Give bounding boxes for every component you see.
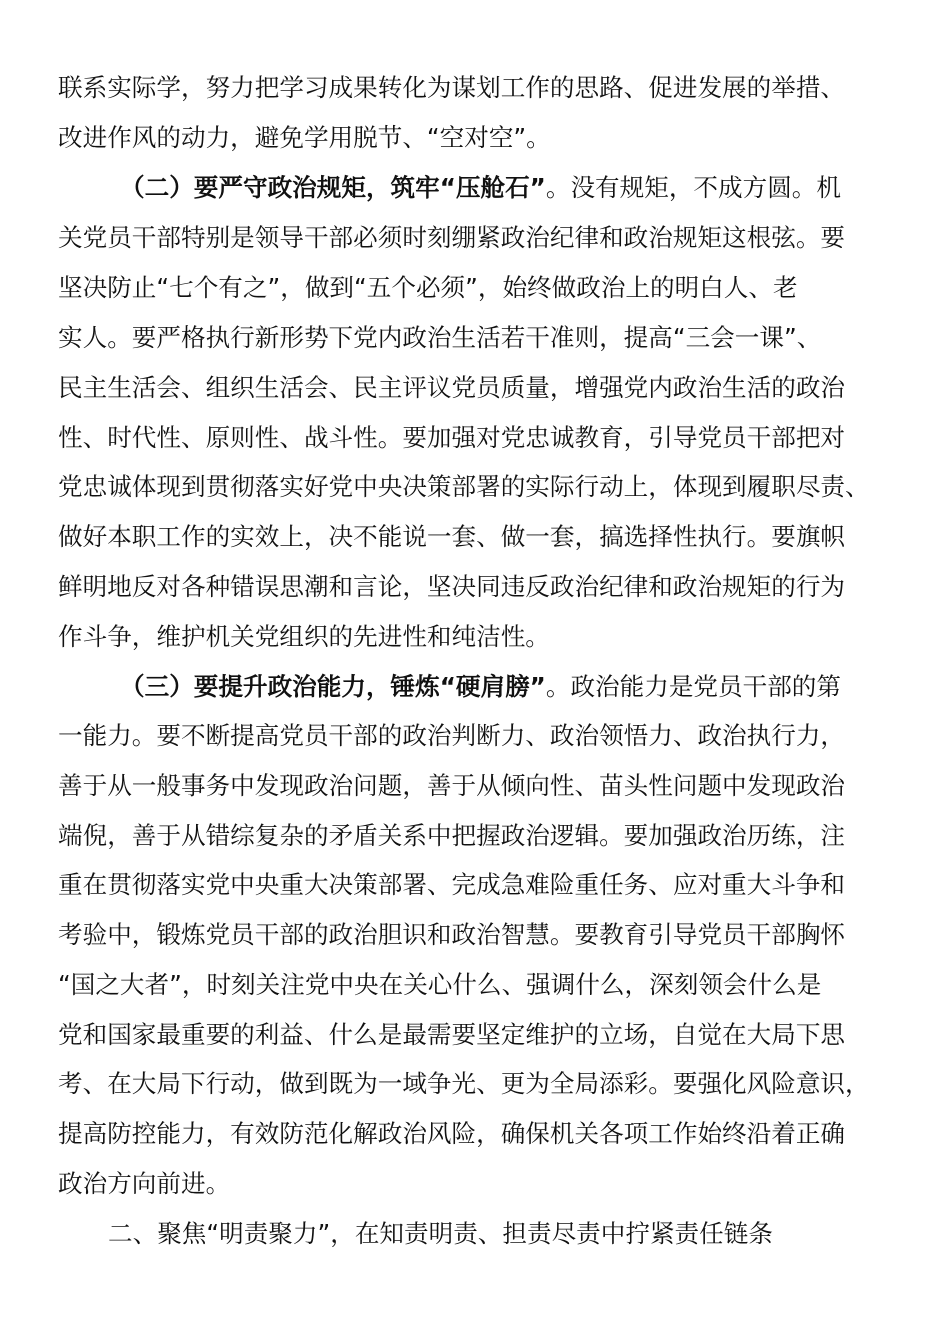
subheading-title: （三）要提升政治能力，锤炼“硬肩膀” [120,672,546,701]
body-line: “国之大者”，时刻关注党中央在关心什么、强调什么，深刻领会什么是 [58,970,822,999]
body-line: 改进作风的动力，避免学用脱节、“空对空”。 [58,123,551,152]
body-line: 党忠诚体现到贯彻落实好党中央决策部署的实际行动上，体现到履职尽责、 [58,472,870,501]
body-line: 党和国家最重要的利益、什么是最需要坚定维护的立场，自觉在大局下思 [58,1020,846,1049]
body-line: 作斗争，维护机关党组织的先进性和纯洁性。 [58,622,550,651]
body-line: 民主生活会、组织生活会、民主评议党员质量，增强党内政治生活的政治 [58,373,846,402]
body-line: 一能力。要不断提高党员干部的政治判断力、政治领悟力、政治执行力， [58,721,846,750]
body-line: 坚决防止“七个有之”，做到“五个必须”，始终做政治上的明白人、老 [58,273,798,302]
body-line: 政治方向前进。 [58,1169,231,1198]
body-line: 实人。要严格执行新形势下党内政治生活若干准则，提高“三会一课”、 [58,323,822,352]
section-heading: 二、聚焦“明责聚力”，在知责明责、担责尽责中拧紧责任链条 [108,1219,773,1248]
body-line: 重在贯彻落实党中央重大决策部署、完成急难险重任务、应对重大斗争和 [58,870,846,899]
body-line: 联系实际学，努力把学习成果转化为谋划工作的思路、促进发展的举措、 [58,73,846,102]
body-line: 性、时代性、原则性、战斗性。要加强对党忠诚教育，引导党员干部把对 [58,423,846,452]
subheading-title: （二）要严守政治规矩，筑牢“压舱石” [120,173,546,202]
body-line: 提高防控能力，有效防范化解政治风险，确保机关各项工作始终沿着正确 [58,1119,846,1148]
subheading-body: 。政治能力是党员干部的第 [545,672,841,701]
body-line: 做好本职工作的实效上，决不能说一套、做一套，搞选择性执行。要旗帜 [58,522,846,551]
subheading-line-3 [120,669,950,705]
subheading-body: 。没有规矩，不成方圆。机 [545,173,841,202]
body-line: 端倪，善于从错综复杂的矛盾关系中把握政治逻辑。要加强政治历练，注 [58,821,846,850]
body-line: 善于从一般事务中发现政治问题，善于从倾向性、苗头性问题中发现政治 [58,771,846,800]
body-line: 考、在大局下行动，做到既为一域争光、更为全局添彩。要强化风险意识， [58,1069,870,1098]
body-line: 考验中，锻炼党员干部的政治胆识和政治智慧。要教育引导党员干部胸怀 [58,920,846,949]
subheading-line-2 [120,170,950,206]
body-line: 关党员干部特别是领导干部必须时刻绷紧政治纪律和政治规矩这根弦。要 [58,223,846,252]
body-line: 鲜明地反对各种错误思潮和言论，坚决同违反政治纪律和政治规矩的行为 [58,572,846,601]
